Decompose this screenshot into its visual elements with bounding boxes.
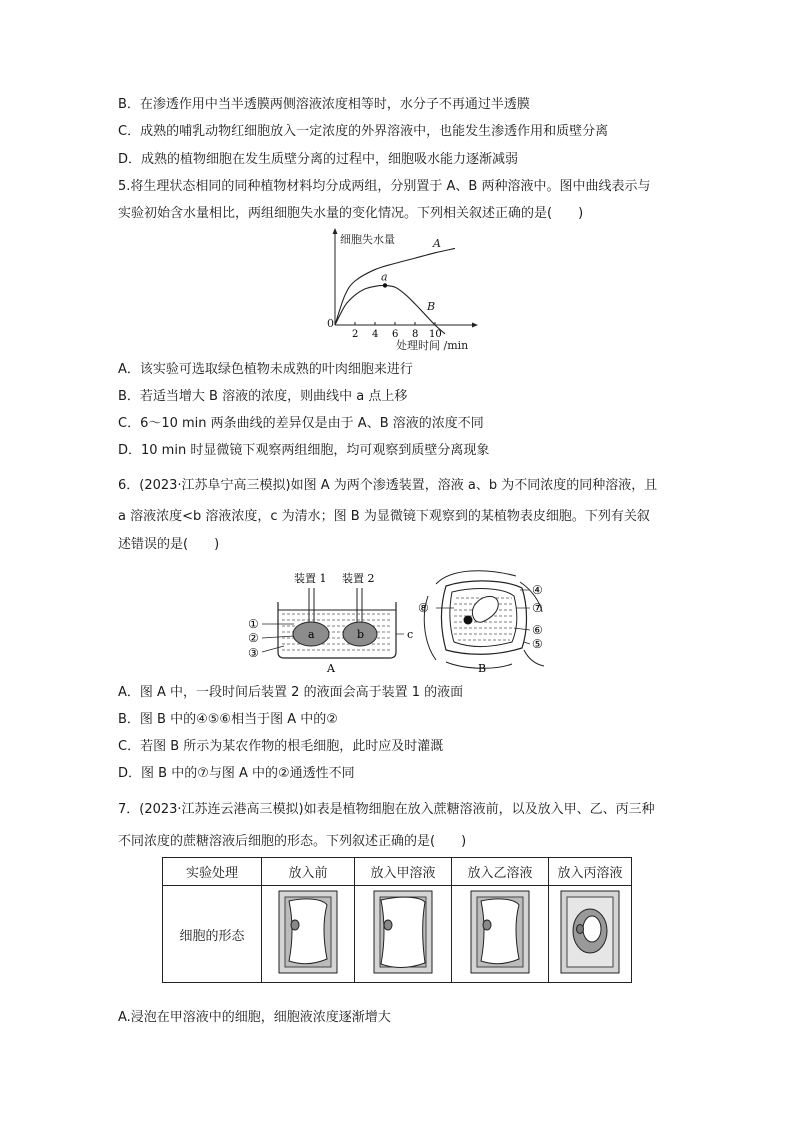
marker-1: ① xyxy=(248,617,259,631)
marker-7: ⑦ xyxy=(532,601,543,615)
cell-shape-table xyxy=(162,857,632,983)
series-b-label: B xyxy=(427,300,436,314)
point-a-label: a xyxy=(381,270,388,284)
q7-stem-line2: 不同浓度的蔗糖溶液后细胞的形态。下列叙述正确的是( ) xyxy=(118,834,467,849)
q4-option-c: C．成熟的哺乳动物红细胞放入一定浓度的外界溶液中，也能发生渗透作用和质壁分离 xyxy=(118,124,609,139)
table-header-row xyxy=(163,858,632,886)
q6-stem-line3: 述错误的是( ) xyxy=(118,537,220,552)
solution-b-label: b xyxy=(357,628,365,641)
solution-a-label: a xyxy=(308,628,315,641)
q6-figure-b-epidermal-cell xyxy=(416,566,556,676)
x-axis-arrow xyxy=(472,323,478,328)
device1-label: 装置 1 xyxy=(294,572,327,585)
q5-option-c: C．6～10 min 两条曲线的差异仅是由于 A、B 溶液的浓度不同 xyxy=(118,416,484,431)
nucleus xyxy=(464,616,473,625)
q6-figure-a-osmosis-devices xyxy=(244,568,424,676)
table-header: 实验处理 xyxy=(163,858,262,886)
origin-label: 0 xyxy=(327,317,334,330)
x-tick-label: 10 xyxy=(429,329,442,340)
q4-option-b: B．在渗透作用中当半透膜两侧溶液浓度相等时，水分子不再通过半透膜 xyxy=(118,97,530,112)
marker-3: ③ xyxy=(248,646,259,660)
q5-stem-line1: 5.将生理状态相同的同种植物材料均分成两组，分别置于 A、B 两种溶液中。图中曲线表示与 xyxy=(118,179,651,194)
table-row xyxy=(163,886,632,983)
q6-stem-line1: 6．(2023·江苏阜宁高三模拟)如图 A 为两个渗透装置，溶液 a、b 为不同浓度的同种溶液，且 xyxy=(118,478,658,493)
figure-b-caption: B xyxy=(478,662,487,675)
water-c-label: c xyxy=(407,628,414,641)
q6-option-a: A．图 A 中，一段时间后装置 2 的液面会高于装置 1 的液面 xyxy=(118,685,464,700)
q5-line-chart xyxy=(318,226,490,356)
series-a-label: A xyxy=(433,236,441,250)
q4-option-d: D．成熟的植物细胞在发生质壁分离的过程中，细胞吸水能力逐渐减弱 xyxy=(118,152,519,167)
q7-option-a: A.浸泡在甲溶液中的细胞，细胞液浓度逐渐增大 xyxy=(118,1010,391,1025)
point-a-marker xyxy=(383,283,387,287)
q6-option-c: C．若图 B 所示为某农作物的根毛细胞，此时应及时灌溉 xyxy=(118,739,444,754)
table-header: 放入丙溶液 xyxy=(549,858,632,886)
table-header: 放入甲溶液 xyxy=(355,858,452,886)
x-tick-label: 4 xyxy=(372,329,379,340)
x-tick-label: 2 xyxy=(352,329,359,340)
y-axis-arrow xyxy=(333,228,338,234)
table-header: 放入前 xyxy=(262,858,355,886)
x-tick-label: 6 xyxy=(392,329,399,340)
q6-option-b: B．图 B 中的④⑤⑥相当于图 A 中的② xyxy=(118,712,338,727)
marker-5: ⑤ xyxy=(532,637,543,651)
figure-a-caption: A xyxy=(327,662,335,675)
marker-4: ④ xyxy=(532,583,543,597)
q5-option-d: D．10 min 时显微镜下观察两组细胞，均可观察到质壁分离现象 xyxy=(118,443,490,458)
table-header: 放入乙溶液 xyxy=(452,858,549,886)
q5-option-a: A．该实验可选取绿色植物未成熟的叶肉细胞来进行 xyxy=(118,362,413,377)
q5-option-b: B．若适当增大 B 溶液的浓度，则曲线中 a 点上移 xyxy=(118,389,408,404)
marker-6: ⑥ xyxy=(532,623,543,637)
x-tick-label: 8 xyxy=(412,329,419,340)
q5-stem-line2: 实验初始含水量相比，两组细胞失水量的变化情况。下列相关叙述正确的是( ) xyxy=(118,206,584,221)
cell-solution-yi-image xyxy=(452,886,549,983)
marker-8: ⑧ xyxy=(418,601,429,615)
q6-option-d: D．图 B 中的⑦与图 A 中的②通透性不同 xyxy=(118,766,355,781)
q7-stem-line1: 7．(2023·江苏连云港高三模拟)如表是植物细胞在放入蔗糖溶液前，以及放入甲、乙、丙三种 xyxy=(118,802,655,817)
x-axis-label: 处理时间 /min xyxy=(396,339,469,352)
device2-label: 装置 2 xyxy=(342,572,375,585)
cell-before-image xyxy=(262,886,355,983)
cell-solution-bing-image xyxy=(549,886,632,983)
q6-stem-line2: a 溶液浓度<b 溶液浓度，c 为清水；图 B 为显微镜下观察到的某植物表皮细胞。下列有关叙 xyxy=(118,509,650,524)
marker-2: ② xyxy=(248,631,259,645)
y-axis-label: 细胞失水量 xyxy=(340,233,395,246)
table-row-label: 细胞的形态 xyxy=(163,886,262,983)
cell-solution-jia-image xyxy=(355,886,452,983)
